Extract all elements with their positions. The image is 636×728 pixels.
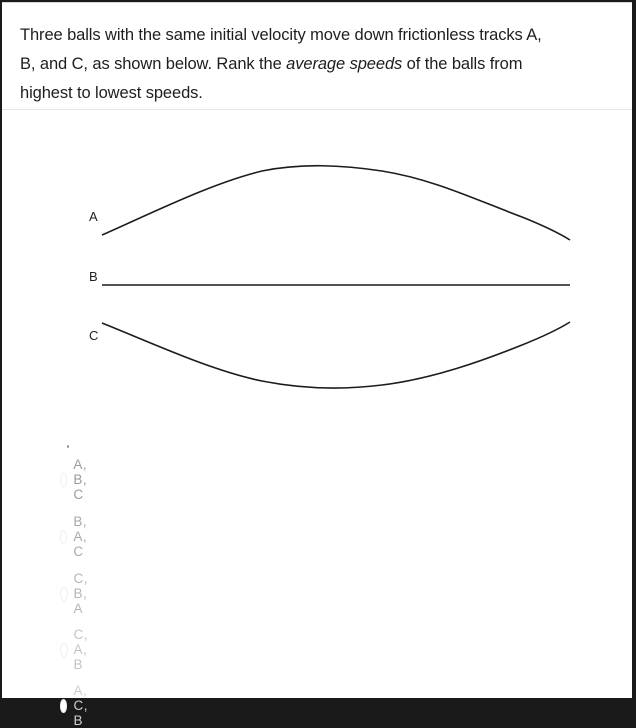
radio-icon[interactable] (60, 699, 67, 713)
question-emphasis: average speeds (286, 55, 403, 73)
question-line-2: B, and C, as shown below. Rank the average speeds of the balls from (20, 55, 523, 73)
radio-icon[interactable] (60, 587, 68, 601)
question-line-3: highest to lowest speeds. (20, 84, 203, 102)
radio-icon[interactable] (60, 473, 67, 487)
option-2[interactable] (60, 514, 94, 559)
radio-icon[interactable] (60, 530, 67, 544)
option-1[interactable] (60, 457, 94, 502)
track-c-label: C (89, 328, 99, 343)
question-line-1: Three balls with the same initial velocity move down frictionless tracks A, (20, 26, 542, 44)
option-5[interactable] (60, 683, 95, 728)
option-3-label: C, B, A (73, 571, 89, 616)
option-4[interactable] (60, 627, 95, 672)
option-1-label: A, B, C (73, 457, 88, 502)
speck (67, 445, 69, 448)
track-a-curve (102, 166, 570, 240)
track-b-label: B (89, 269, 98, 284)
option-4-label: C, A, B (73, 627, 89, 672)
radio-icon[interactable] (60, 643, 68, 657)
question-card (2, 2, 632, 728)
track-a-label: A (89, 209, 98, 224)
track-c-curve (102, 322, 570, 388)
option-2-label: B, A, C (73, 514, 88, 559)
option-5-label: A, C, B (73, 683, 88, 728)
option-3[interactable] (60, 571, 95, 616)
